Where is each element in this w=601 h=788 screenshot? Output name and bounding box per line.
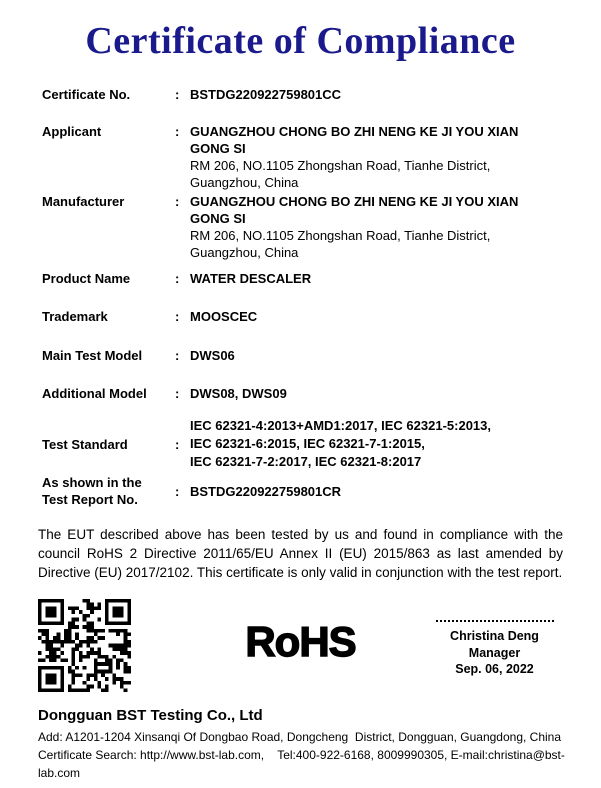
field-row-main-test-model: [42, 347, 563, 364]
applicant-address-line: Guangzhou, China: [190, 175, 299, 190]
additional-model-label: Additional Model: [42, 386, 147, 401]
test-report-label: [42, 474, 175, 508]
compliance-statement: The EUT described above has been tested by us and found in compliance with the council RoHS 2 Directive 2011/65/EU Annex II (EU) 2015/863 as last amended by Directive (EU) 2017/2102. This certificate is only valid in conjunction with the test report.: [38, 527, 563, 580]
colon-separator: :: [175, 194, 180, 209]
field-row-manufacturer: [42, 193, 563, 261]
signer-title: Manager: [468, 645, 521, 660]
main-test-model-label: Main Test Model: [42, 348, 143, 363]
manufacturer-name-line: GONG SI: [190, 211, 246, 226]
product-name-value: WATER DESCALER: [190, 271, 312, 286]
colon-separator: :: [175, 87, 180, 102]
test-report-label-line: As shown in the: [42, 475, 142, 490]
manufacturer-address-line: Guangzhou, China: [190, 245, 299, 260]
applicant-label: Applicant: [42, 124, 102, 139]
trademark-value: MOOSCEC: [190, 309, 258, 324]
manufacturer-value: [190, 193, 563, 261]
colon-separator: :: [175, 124, 180, 139]
colon-separator: :: [175, 271, 180, 286]
certificate-no-label: Certificate No.: [42, 87, 131, 102]
issuer-company-name: Dongguan BST Testing Co., Ltd: [38, 707, 263, 724]
applicant-name-line: GONG SI: [190, 141, 246, 156]
signature-date: Sep. 06, 2022: [455, 662, 534, 676]
manufacturer-name-line: GUANGZHOU CHONG BO ZHI NENG KE JI YOU XIAN: [190, 194, 519, 209]
seals-row: [0, 598, 601, 693]
issuer-address: Add: A1201-1204 Xinsanqi Of Dongbao Road, Dongcheng District, Dongguan, Guangdong, China: [38, 730, 562, 744]
applicant-address-line: RM 206, NO.1105 Zhongshan Road, Tianhe District,: [190, 158, 491, 173]
colon-separator: :: [175, 386, 180, 401]
certificate-fields: [0, 86, 601, 508]
field-row-certificate-no: [42, 86, 563, 103]
manufacturer-label: Manufacturer: [42, 194, 125, 209]
field-row-product-name: [42, 270, 563, 287]
field-row-additional-model: [42, 385, 563, 402]
field-row-trademark: [42, 308, 563, 325]
test-standard-line: IEC 62321-4:2013+AMD1:2017, IEC 62321-5:2013,: [190, 418, 491, 433]
colon-separator: :: [175, 483, 180, 499]
rohs-logo: RoHS: [245, 618, 356, 665]
test-report-value: BSTDG220922759801CR: [190, 483, 342, 499]
colon-separator: :: [175, 436, 180, 452]
test-standard-label: Test Standard: [42, 436, 128, 452]
field-row-test-report-no: [42, 474, 563, 508]
test-standard-value: [190, 417, 563, 471]
signature-dotted-line: [436, 620, 554, 622]
manufacturer-address-line: RM 206, NO.1105 Zhongshan Road, Tianhe District,: [190, 228, 491, 243]
test-report-label-line: Test Report No.: [42, 492, 138, 507]
field-row-test-standard: [42, 417, 563, 471]
additional-model-value: DWS08, DWS09: [190, 386, 287, 401]
product-name-label: Product Name: [42, 271, 131, 286]
colon-separator: :: [175, 309, 180, 324]
issuer-contact: Certificate Search: http://www.bst-lab.com, Tel:400-922-6168, 8009990305, E-mail:christina@bst-lab.com: [38, 748, 565, 780]
test-standard-line: IEC 62321-7-2:2017, IEC 62321-8:2017: [190, 454, 422, 469]
signer-name: Christina Deng: [450, 629, 539, 643]
field-row-applicant: [42, 123, 563, 191]
test-standard-line: IEC 62321-6:2015, IEC 62321-7-1:2015,: [190, 436, 425, 451]
issuer-block: [0, 707, 601, 782]
trademark-label: Trademark: [42, 309, 108, 324]
certificate-title: Certificate of Compliance: [85, 20, 516, 62]
signature-block: [412, 620, 577, 678]
applicant-value: [190, 123, 563, 191]
main-test-model-value: DWS06: [190, 348, 235, 363]
colon-separator: :: [175, 348, 180, 363]
applicant-name-line: GUANGZHOU CHONG BO ZHI NENG KE JI YOU XIAN: [190, 124, 519, 139]
certificate-no-value: BSTDG220922759801CC: [190, 87, 342, 102]
